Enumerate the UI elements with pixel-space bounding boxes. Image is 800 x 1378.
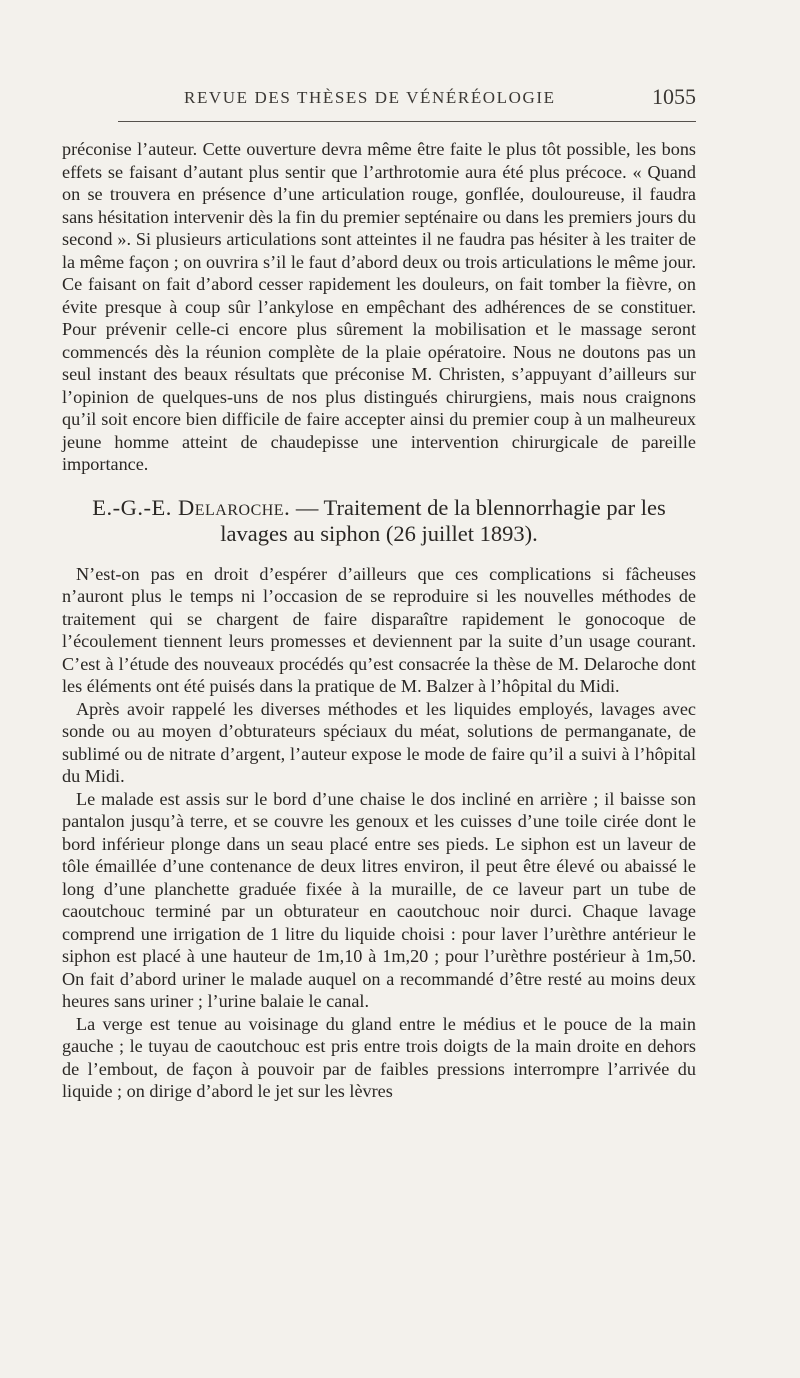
heading-author: E.-G.-E. Delaroche. (92, 494, 291, 520)
page-header (118, 80, 696, 120)
running-title: REVUE DES THÈSES DE VÉNÉRÉOLOGIE (184, 88, 556, 107)
section-heading (62, 495, 696, 547)
page-number: 1055 (652, 84, 696, 109)
header-rule (118, 121, 696, 122)
paragraph-3: Après avoir rappelé les diverses méthodes et les liquides employés, lavages avec sonde ou au moyen d’obturateurs spéciaux du méat, solutions de permanganate, de sublimé ou de nitrate d’argent, l’auteur expose le mode de faire qu’il a suivi à l’hôpital du Midi. (62, 698, 696, 786)
body-text (62, 138, 696, 1103)
paragraph-2: N’est-on pas en droit d’espérer d’ailleurs que ces complications si fâcheuses n’auront plus le temps ni l’occasion de se reproduire si les nouvelles méthodes de traitement qui se chargent de faire disparaître rapidement le gonocoque de l’écoulement tiennent leurs promesses et deviennent par la suite d’un usage courant. C’est à l’étude des nouveaux procédés qu’est consacrée la thèse de M. Delaroche dont les éléments ont été puisés dans la pratique de M. Balzer à l’hôpital du Midi. (62, 563, 696, 696)
paragraph-4: Le malade est assis sur le bord d’une chaise le dos incliné en arrière ; il baisse son pantalon jusqu’à terre, et se couvre les genoux et les cuisses d’une toile cirée dont le bord inférieur plonge dans un seau placé entre ses pieds. Le siphon est un laveur de tôle émaillée d’une contenance de deux litres environ, il peut être élevé ou abaissé le long d’une planchette graduée fixée à la muraille, de ce laveur part un tube de caoutchouc terminé par un obturateur en caoutchouc noir durci. Chaque lavage comprend une irrigation de 1 litre du liquide choisi : pour laver l’urèthre antérieur le siphon est placé à une hauteur de 1m,10 à 1m,20 ; pour l’urèthre postérieur à 1m,50. On fait d’abord uriner le malade auquel on a recommandé d’être resté au moins deux heures sans uriner ; l’urine balaie le canal. (62, 788, 696, 1011)
paragraph-5: La verge est tenue au voisinage du gland entre le médius et le pouce de la main gauche ; le tuyau de caoutchouc est pris entre trois doigts de la main droite en dehors de l’embout, de façon à pouvoir par de faibles pressions interrompre l’arrivée du liquide ; on dirige d’abord le jet sur les lèvres (62, 1013, 696, 1101)
heading-title: — Traitement de la blennorrhagie par les lavages au siphon (26 juillet 1893). (220, 494, 666, 546)
paragraph-1: préconise l’auteur. Cette ouverture devra même être faite le plus tôt possible, les bons effets se faisant d’autant plus sentir que l’arthrotomie aura été plus précoce. « Quand on se trouvera en présence d’une articulation rouge, gonflée, douloureuse, il faudra sans hésitation intervenir dès la fin du premier septénaire ou dans les premiers jours du second ». Si plusieurs articulations sont atteintes il ne faudra pas hésiter à les traiter de la même façon ; on ouvrira s’il le faut d’abord deux ou trois articulations le même jour. Ce faisant on fait d’abord cesser rapidement les douleurs, on fait tomber la fièvre, on évite presque à coup sûr l’ankylose en empêchant des adhérences de se constituer. Pour prévenir celle-ci encore plus sûrement la mobilisation et le massage seront commencés dès la réunion complète de la plaie opératoire. Nous ne doutons pas un seul instant des beaux résultats que préconise M. Christen, s’appuyant d’ailleurs sur l’opinion de quelques-uns de nos plus distingués chirurgiens, mais nous craignons qu’il soit encore bien difficile de faire accepter ainsi du premier coup à un malheureux jeune homme atteint de chaudepisse une intervention chirurgicale de pareille importance. (62, 139, 696, 474)
